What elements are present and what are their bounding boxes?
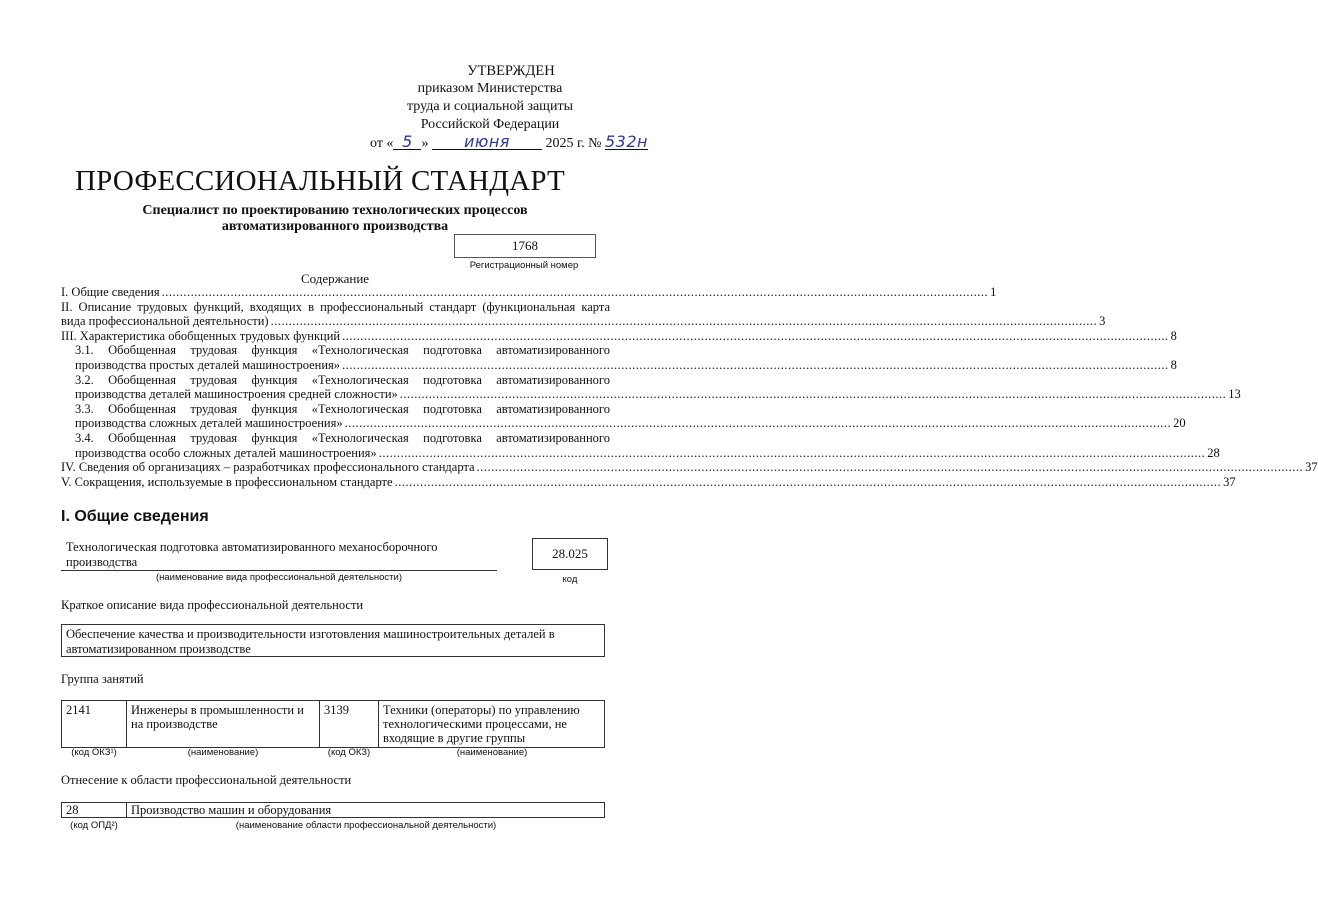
toc-item-text: V. Сокращения, используемые в профессиональном стандарте [61, 474, 393, 489]
toc-dots [477, 460, 1304, 475]
toc-item-text: I. Общие сведения [61, 285, 160, 299]
toc-heading: Содержание [300, 271, 370, 286]
approval-date-line [360, 132, 648, 153]
professional-field-caption: (наименование области профессиональной деятельности) [235, 820, 497, 831]
toc-dots [342, 329, 1169, 344]
registration-number-box: 1768 [454, 234, 596, 258]
toc-item-3-4[interactable] [61, 430, 1220, 460]
toc-page: 28 [1207, 445, 1220, 460]
opd-code-caption: (код ОПД²) [70, 820, 118, 831]
toc-page: 37 [1223, 474, 1236, 489]
professional-field-table [61, 802, 605, 818]
toc-page: 20 [1173, 416, 1186, 431]
occupation-name-2-line-3: входящие в другие группы [383, 731, 526, 745]
approval-block [360, 62, 648, 153]
okz-code-1: 2141 [62, 701, 127, 748]
toc-page: 8 [1170, 328, 1177, 343]
occupation-name-2 [379, 701, 605, 748]
toc-item-2[interactable] [61, 299, 1106, 329]
date-prefix: от « [370, 136, 394, 151]
activity-name-caption: (наименование вида профессиональной деятельности) [155, 572, 403, 583]
activity-name-line-1: Технологическая подготовка автоматизированного механосборочного [66, 540, 438, 554]
activity-name [61, 540, 497, 571]
toc-item-text-cont: производства деталей машиностроения средней сложности» [75, 387, 398, 402]
toc-item-3-2[interactable] [61, 372, 1241, 402]
handwritten-month: июня [432, 134, 542, 150]
short-description-line-2: автоматизированном производстве [66, 642, 251, 656]
professional-field-label: Отнесение к области профессиональной деятельности [61, 773, 352, 787]
occupation-name-caption-2: (наименование) [456, 747, 528, 758]
toc-item-1[interactable] [61, 285, 997, 300]
okz-code-2: 3139 [320, 701, 379, 748]
approval-title: УТВЕРЖДЕН [467, 63, 555, 79]
occupation-group-table [61, 700, 605, 748]
date-year: 2025 г. № [545, 136, 602, 151]
activity-name-line-2: производства [61, 555, 497, 571]
toc-page: 3 [1099, 314, 1106, 329]
occupation-group-label: Группа занятий [61, 672, 144, 686]
activity-code-caption: код [562, 574, 578, 585]
toc-item-text-cont: производства особо сложных деталей машиностроения» [75, 445, 377, 460]
toc-item-text: 3.2. Обобщенная трудовая функция «Технологическая подготовка автоматизированного [75, 372, 610, 387]
short-description-label: Краткое описание вида профессиональной деятельности [61, 598, 364, 612]
short-description-box [61, 624, 605, 657]
toc-dots [345, 416, 1172, 431]
occupation-name-1 [127, 701, 320, 748]
toc-item-text-cont: производства простых деталей машиностроения» [75, 357, 341, 372]
handwritten-order-number: 532н [604, 132, 648, 151]
registration-number-label: Регистрационный номер [469, 260, 579, 271]
toc-item-text: 3.4. Обобщенная трудовая функция «Технологическая подготовка автоматизированного [75, 430, 610, 445]
approval-line-3: труда и социальной защиты [407, 99, 573, 114]
okz-code-caption-2: (код ОКЗ) [327, 747, 371, 758]
toc-item-text-cont: производства сложных деталей машиностроения» [75, 416, 343, 431]
toc-page: 8 [1170, 357, 1177, 372]
handwritten-day: 5 [393, 134, 421, 150]
section-1-heading: I. Общие сведения [61, 508, 209, 525]
toc-item-text-cont: вида профессиональной деятельности) [61, 314, 269, 329]
toc-dots [400, 387, 1227, 402]
toc-dots [271, 314, 1098, 329]
toc-item-text: II. Описание трудовых функций, входящих в профессиональный стандарт (функциональная карта [61, 299, 610, 314]
toc-item-text: 3.1. Обобщенная трудовая функция «Технологическая подготовка автоматизированного [75, 343, 610, 358]
toc-item-text: IV. Сведения об организациях – разработчиках профессионального стандарта [61, 460, 475, 475]
toc-dots [379, 446, 1206, 461]
toc-dots [342, 358, 1169, 373]
toc-item-text: 3.3. Обобщенная трудовая функция «Технологическая подготовка автоматизированного [75, 401, 610, 416]
document-subtitle [95, 203, 575, 235]
document-title: ПРОФЕССИОНАЛЬНЫЙ СТАНДАРТ [75, 165, 565, 197]
toc-page: 13 [1228, 387, 1241, 402]
approval-line-4: Российской Федерации [420, 117, 560, 132]
toc-item-3-3[interactable] [61, 401, 1186, 431]
toc-page: 1 [990, 285, 997, 299]
toc-dots [162, 285, 989, 300]
subtitle-line-2: автоматизированного производства [221, 219, 449, 234]
table-row [62, 803, 605, 818]
toc-item-text: III. Характеристика обобщенных трудовых функций [61, 328, 341, 343]
table-of-contents [61, 285, 1318, 489]
opd-code: 28 [62, 803, 127, 818]
approval-line-2: приказом Министерства [417, 81, 563, 96]
toc-item-5[interactable] [61, 474, 1236, 490]
occupation-name-caption: (наименование) [187, 747, 259, 758]
occupation-name-2-line-1: Техники (операторы) по управлению [383, 703, 580, 717]
occupation-name-1-line-1: Инженеры в промышленности и [131, 703, 304, 717]
toc-item-3-1[interactable] [61, 343, 1177, 372]
professional-field-name: Производство машин и оборудования [127, 803, 605, 818]
table-row [62, 701, 605, 748]
occupation-name-2-line-2: технологическими процессами, не [383, 717, 567, 731]
toc-item-4[interactable] [61, 460, 1318, 475]
occupation-name-1-line-2: на производстве [131, 717, 218, 731]
subtitle-line-1: Специалист по проектированию технологических процессов [142, 203, 528, 218]
date-quote-close: » [421, 136, 429, 151]
short-description-line-1: Обеспечение качества и производительности изготовления машиностроительных деталей в [66, 627, 555, 641]
toc-item-3[interactable] [61, 328, 1177, 344]
okz-code-caption: (код ОКЗ¹) [71, 747, 117, 758]
toc-dots [395, 475, 1222, 490]
toc-page: 37 [1305, 460, 1318, 475]
activity-code-box: 28.025 [532, 538, 608, 570]
